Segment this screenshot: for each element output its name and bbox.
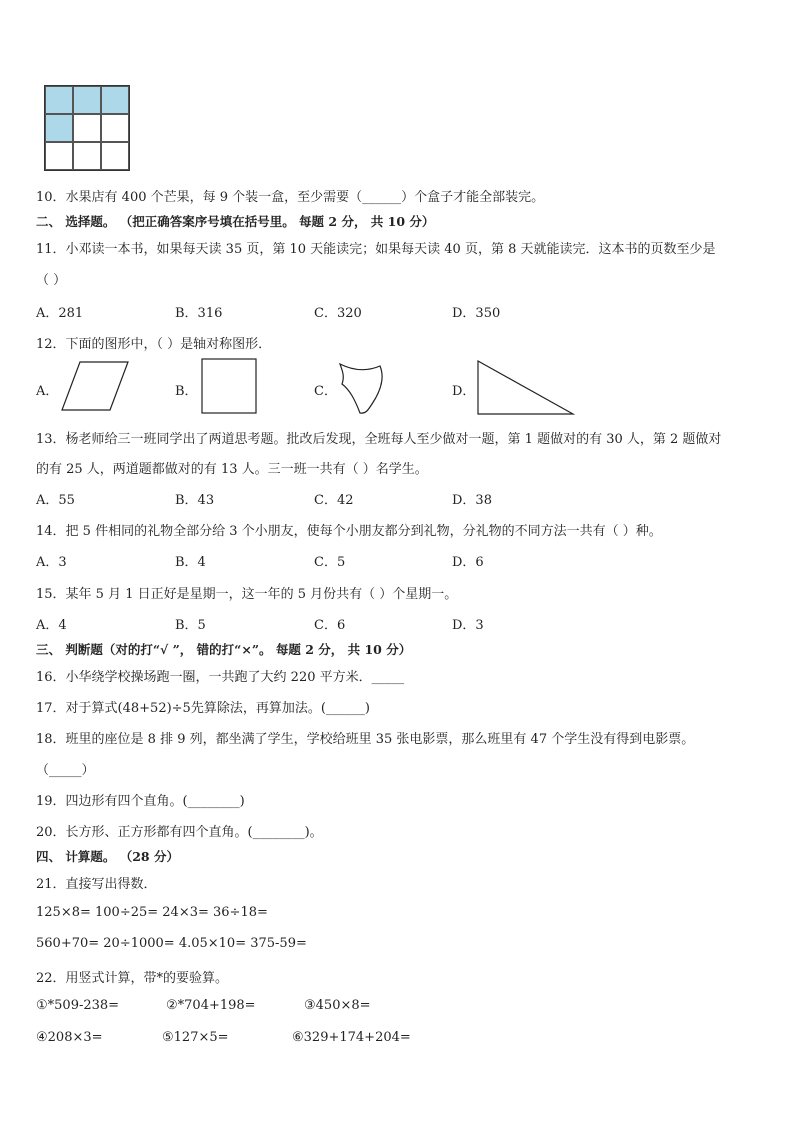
right-triangle-shape [478,361,573,414]
q14-option-c: C．5 [314,555,346,570]
q21-row-1: 125×8= 100÷25= 24×3= 36÷18= [36,905,268,920]
question-19: 19．四边形有四个直角。(________) [36,794,245,809]
q11-option-a: A．281 [36,306,84,321]
question-13-line1: 13．杨老师给三一班同学出了两道思考题。批改后发现，全班每人至少做对一题，第 1 题做对的有 30 人，第 2 题做对 [36,432,722,447]
parallelogram-shape [62,362,128,410]
question-17: 17．对于算式(48+52)÷5先算除法，再算加法。(______) [36,701,370,716]
q15-option-c: C．6 [314,618,346,633]
question-13-line2: 的有 25 人，两道题都做对的有 13 人。三一班一共有（ ）名学生。 [36,462,428,477]
q14-option-b: B．4 [175,555,206,570]
question-21: 21．直接写出得数． [36,877,157,892]
q12-option-d: D． [452,384,476,399]
question-18: 18．班里的座位是 8 排 9 列，都坐满了学生，学校给班里 35 张电影票，那么班里有 47 个学生没有得到电影票。 [36,732,695,747]
q22-item-6: ⑥329+174+204= [292,1030,411,1045]
q14-option-a: A．3 [36,555,67,570]
question-22: 22．用竖式计算，带*的要验算。 [36,971,229,986]
q13-option-d: D．38 [452,493,492,508]
question-12: 12．下面的图形中，（ ）是轴对称图形． [36,337,272,352]
q15-option-a: A．4 [36,618,67,633]
q15-option-d: D．3 [452,618,484,633]
q22-item-4: ④208×3= [36,1030,103,1045]
irregular-shape [340,364,382,413]
q22-item-1: ①*509-238= [36,998,120,1013]
q22-item-5: ⑤127×5= [162,1030,229,1045]
q14-option-d: D．6 [452,555,484,570]
square-shape [202,359,256,413]
q11-option-d: D．350 [452,306,501,321]
q21-row-2: 560+70= 20÷1000= 4.05×10= 375-59= [36,936,307,951]
question-10: 10．水果店有 400 个芒果，每 9 个装一盒，至少需要（______）个盒子才能全部装完。 [36,190,545,205]
q13-option-a: A．55 [36,493,75,508]
question-11: 11．小邓读一本书，如果每天读 35 页，第 10 天能读完；如果每天读 40 页，第 8 天就能读完．这本书的页数至少是 [36,242,716,257]
q11-option-c: C．320 [314,306,362,321]
question-11-blank: （ ） [36,273,67,288]
q13-option-b: B．43 [175,493,215,508]
question-20: 20．长方形、正方形都有四个直角。(________)。 [36,825,323,840]
section-4-heading: 四、 计算题。 （28 分） [36,849,179,864]
q22-item-2: ②*704+198= [166,998,256,1013]
section-2-heading: 二、 选择题。 （把正确答案序号填在括号里。 每题 2 分， 共 10 分） [36,214,435,229]
q12-option-c: C． [314,384,337,399]
q12-option-a: A． [36,384,59,399]
question-18-blank: （_____） [36,763,95,778]
q13-option-c: C．42 [314,493,354,508]
question-15: 15．某年 5 月 1 日正好是星期一，这一年的 5 月份共有（ ）个星期一。 [36,587,458,602]
question-14: 14．把 5 件相同的礼物全部分给 3 个小朋友，使每个小朋友都分到礼物，分礼物的不同方法一共有（ ）种。 [36,524,662,539]
q12-option-b: B． [175,384,198,399]
q15-option-b: B．5 [175,618,206,633]
question-16: 16．小华绕学校操场跑一圈，一共跑了大约 220 平方米．_____ [36,670,405,685]
q11-option-b: B．316 [175,306,223,321]
section-3-heading: 三、 判断题（对的打“√ ”， 错的打“×”。 每题 2 分， 共 10 分） [36,642,412,657]
q22-item-3: ③450×8= [304,998,371,1013]
